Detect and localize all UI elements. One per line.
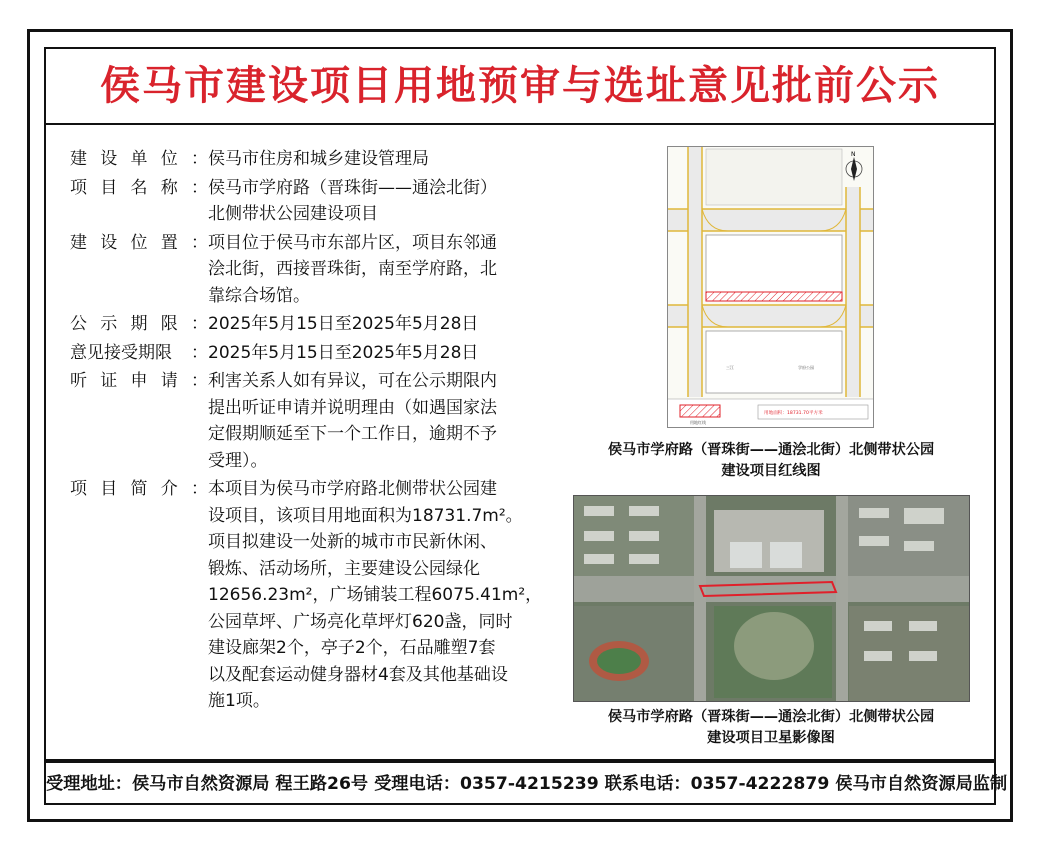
info-line: 定假期顺延至下一个工作日，逾期不予 <box>208 424 497 444</box>
info-line: 2025年5月15日至2025年5月28日 <box>208 342 479 363</box>
info-line: 利害关系人如有异议，可在公示期限内 <box>208 371 497 391</box>
info-value <box>208 146 553 173</box>
info-row <box>70 146 570 173</box>
page-title: 侯马市建设项目用地预审与选址意见批前公示 <box>100 63 940 109</box>
info-value <box>208 230 553 310</box>
info-value <box>208 311 553 338</box>
info-line: 设项目，该项目用地面积为18731.7m²。 <box>208 505 523 526</box>
redline-map <box>667 146 874 428</box>
map-block-label-left: 三江 <box>726 365 734 370</box>
info-line: 靠综合场馆。 <box>208 285 310 306</box>
info-value <box>208 476 553 715</box>
caption-line: 侯马市学府路（晋珠街——通浍北街）北侧带状公园 <box>607 442 935 458</box>
info-line: 提出听证申请并说明理由（如遇国家法 <box>208 397 497 418</box>
info-label: 建 设 位 置 ： <box>70 232 208 253</box>
info-label: 项 目 简 介 ： <box>70 479 208 499</box>
redline-area <box>706 292 842 301</box>
info-value <box>208 368 553 474</box>
caption-line: 建设项目卫星影像图 <box>707 730 835 746</box>
satellite-map <box>573 495 970 702</box>
info-row <box>70 476 570 715</box>
info-value <box>208 340 553 367</box>
info-row <box>70 230 570 310</box>
satellite-image <box>574 496 969 701</box>
title-box <box>44 47 996 125</box>
info-line: 锻炼、活动场所，主要建设公园绿化 <box>208 558 480 579</box>
info-line: 12656.23m²，广场铺装工程6075.41m²， <box>208 585 543 605</box>
legend-label: 用地红线 <box>690 420 706 425</box>
info-line: 浍北街，西接晋珠街，南至学府路，北 <box>208 259 497 279</box>
info-row <box>70 368 570 474</box>
footer-box <box>44 761 1008 805</box>
satellite-map-caption <box>560 707 982 749</box>
info-line: 项目拟建设一处新的城市市民新休闲、 <box>208 532 497 552</box>
info-label: 意见接受期限 ： <box>70 342 208 363</box>
info-label: 项 目 名 称 ： <box>70 177 208 198</box>
legend-swatch <box>680 405 720 417</box>
project-info <box>70 146 570 717</box>
footer-contact: 受理地址：侯马市自然资源局 程王路26号 受理电话：0357-4215239 联系电话：0357-4222879 侯马市自然资源局监制 <box>46 774 1008 794</box>
info-row <box>70 340 570 367</box>
redline-map-drawing <box>668 147 873 427</box>
caption-line: 建设项目红线图 <box>721 463 821 479</box>
info-line: 以及配套运动健身器材4套及其他基础设 <box>208 664 508 685</box>
info-value <box>208 175 553 228</box>
info-row <box>70 175 570 228</box>
svg-text:N: N <box>851 151 856 158</box>
info-line: 公园草坪、广场亮化草坪灯620盏，同时 <box>208 611 513 632</box>
info-line: 项目位于侯马市东部片区，项目东邻通 <box>208 232 497 253</box>
info-label: 听 证 申 请 ： <box>70 371 208 391</box>
info-line: 建设廊架2个，亭子2个，石品雕塑7套 <box>208 638 496 658</box>
info-line: 侯马市学府路（晋珠街——通浍北街） <box>208 177 497 198</box>
info-line: 施1项。 <box>208 691 270 711</box>
info-line: 侯马市住房和城乡建设管理局 <box>208 149 429 169</box>
caption-line: 侯马市学府路（晋珠街——通浍北街）北侧带状公园 <box>607 709 935 725</box>
redline-map-caption <box>560 440 982 482</box>
info-line: 2025年5月15日至2025年5月28日 <box>208 314 479 334</box>
info-label: 公 示 期 限 ： <box>70 314 208 334</box>
map-block-label-right: 学府公园 <box>798 365 814 370</box>
info-row <box>70 311 570 338</box>
info-label: 建 设 单 位 ： <box>70 149 208 169</box>
info-line: 受理）。 <box>208 450 268 471</box>
area-note: 用地面积：18731.70平方米 <box>764 411 823 416</box>
info-line: 本项目为侯马市学府路北侧带状公园建 <box>208 479 497 499</box>
info-line: 北侧带状公园建设项目 <box>208 204 378 224</box>
